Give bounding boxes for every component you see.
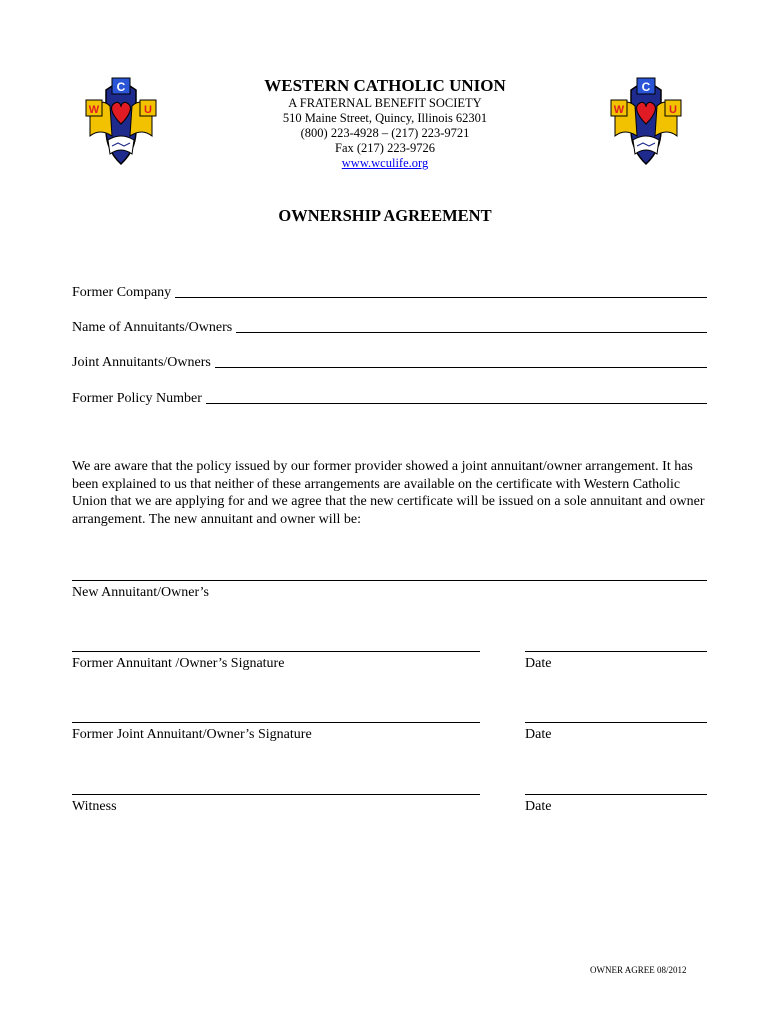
former-joint-signature-line[interactable] — [72, 722, 480, 723]
crest-letter-w: W — [88, 104, 100, 116]
new-owner-label: New Annuitant/Owner’s — [72, 585, 209, 600]
crest-letter-c: C — [116, 80, 126, 94]
crest-letter-c: C — [641, 80, 651, 94]
new-owner-line[interactable] — [72, 580, 707, 581]
former-company-line[interactable] — [175, 283, 707, 298]
date-label-1: Date — [525, 656, 552, 671]
policy-number-line[interactable] — [206, 389, 707, 404]
annuitants-owners-line[interactable] — [236, 318, 707, 333]
org-tagline: A FRATERNAL BENEFIT SOCIETY — [288, 96, 482, 110]
org-fax: Fax (217) 223-9726 — [335, 141, 435, 155]
annuitants-owners-field — [72, 318, 707, 336]
former-company-field — [72, 283, 707, 301]
website-link[interactable]: www.wculife.org — [341, 156, 429, 170]
form-code: OWNER AGREE 08/2012 — [590, 965, 687, 975]
crest-letter-u: U — [669, 104, 677, 116]
former-signature-line[interactable] — [72, 651, 480, 652]
letterhead — [0, 76, 770, 171]
joint-annuitants-field — [72, 353, 707, 371]
org-address: 510 Maine Street, Quincy, Illinois 62301 — [282, 111, 488, 125]
former-signature-label: Former Annuitant /Owner’s Signature — [72, 656, 285, 671]
joint-annuitants-line[interactable] — [215, 353, 707, 368]
policy-number-field — [72, 389, 707, 407]
org-name: WESTERN CATHOLIC UNION — [264, 76, 506, 95]
crest-letter-u: U — [144, 104, 152, 116]
former-joint-signature-label: Former Joint Annuitant/Owner’s Signature — [72, 727, 312, 742]
agreement-statement: We are aware that the policy issued by our former provider showed a joint annuitant/owner arrangement. It has been explained to us that neither of these arrangements are available on the certificate with Western Catholic Union that we are applying for and we agree that the new certificate will be issued on a sole annuitant and owner arrangement. The new annuitant and owner will be: — [72, 459, 705, 527]
document-title: OWNERSHIP AGREEMENT — [278, 206, 492, 225]
date-line-2[interactable] — [525, 722, 707, 723]
date-line-3[interactable] — [525, 794, 707, 795]
former-company-label: Former Company — [72, 285, 172, 300]
policy-number-label: Former Policy Number — [72, 391, 202, 406]
org-phones: (800) 223-4928 – (217) 223-9721 — [300, 126, 470, 140]
date-line-1[interactable] — [525, 651, 707, 652]
witness-label: Witness — [72, 799, 117, 814]
crest-letter-w: W — [613, 104, 625, 116]
date-label-2: Date — [525, 727, 552, 742]
date-label-3: Date — [525, 799, 552, 814]
joint-annuitants-label: Joint Annuitants/Owners — [72, 355, 211, 370]
annuitants-owners-label: Name of Annuitants/Owners — [72, 320, 233, 335]
witness-line[interactable] — [72, 794, 480, 795]
